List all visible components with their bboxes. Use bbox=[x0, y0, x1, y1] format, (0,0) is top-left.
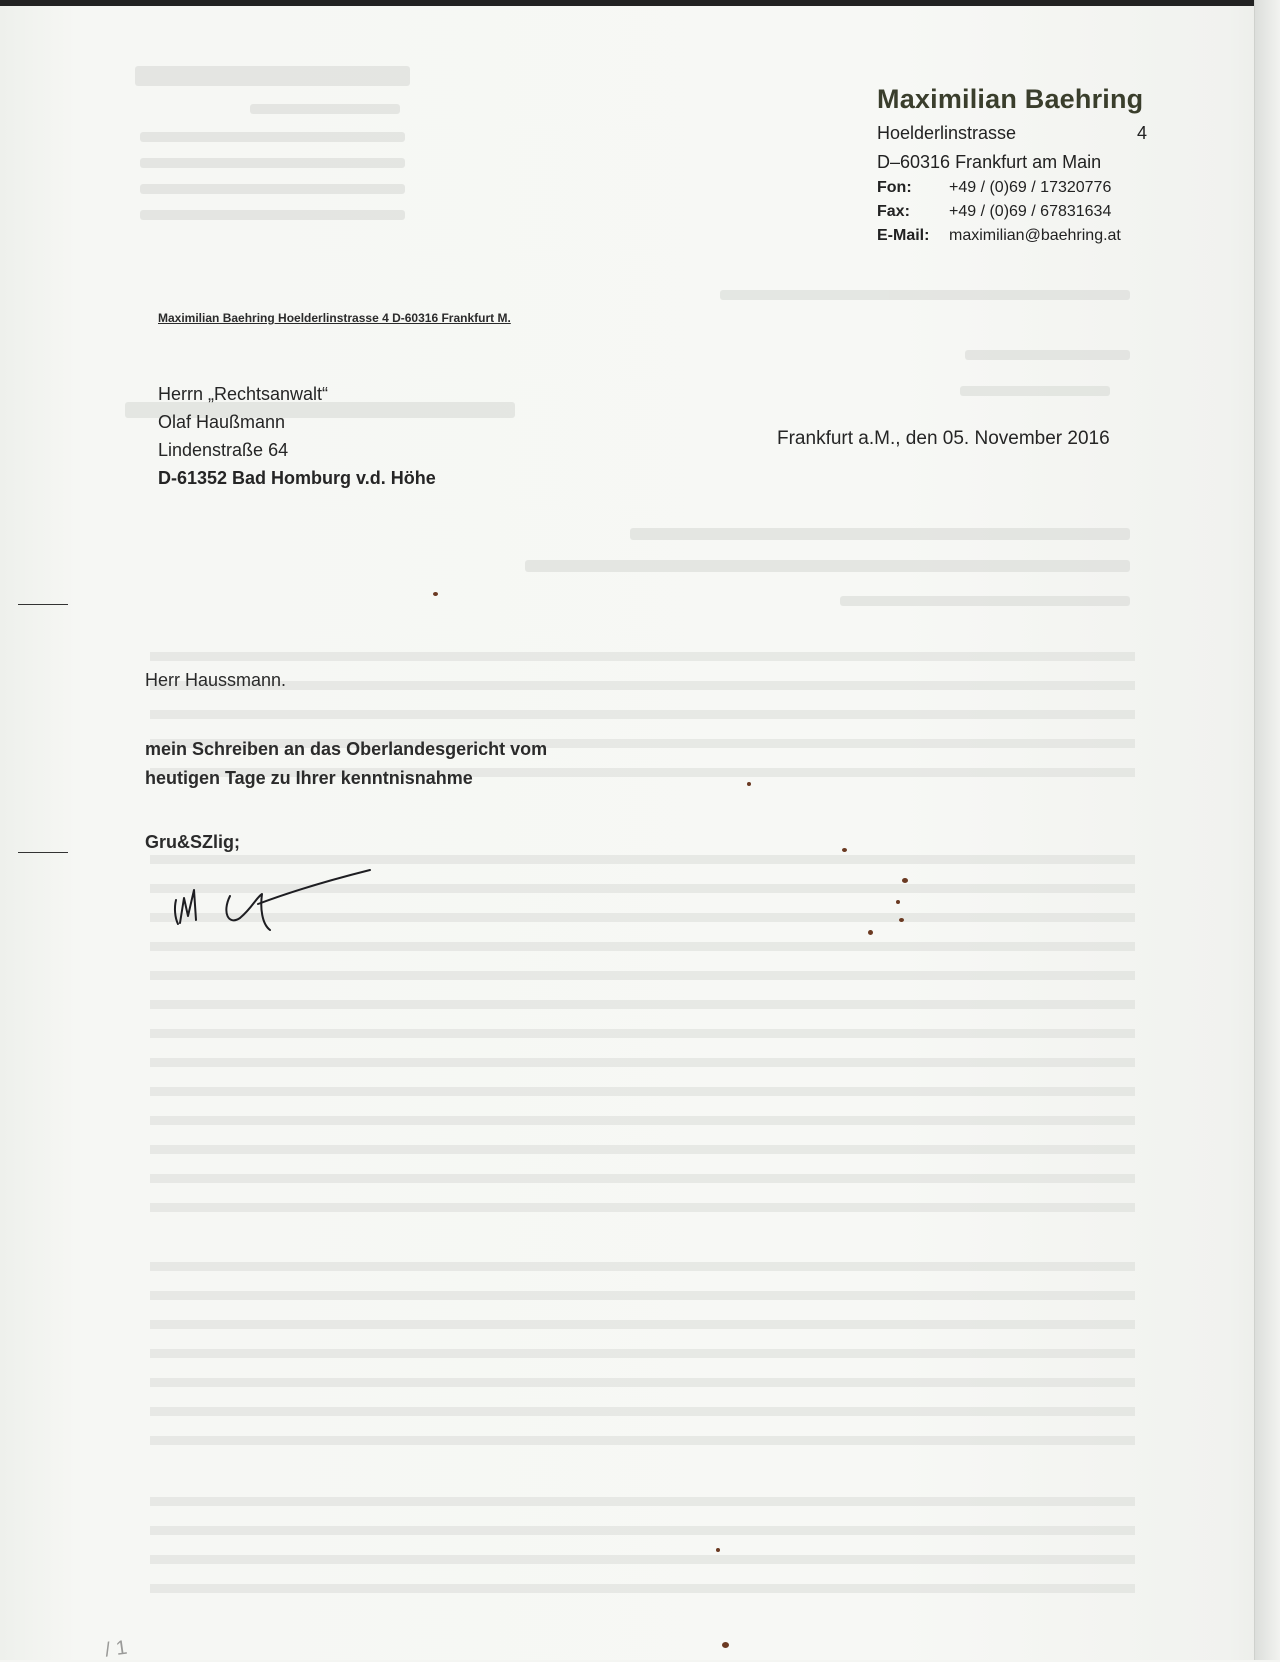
scan-speck bbox=[842, 848, 847, 852]
scan-speck bbox=[716, 1548, 720, 1552]
letter-closing: Gru&SZlig; bbox=[145, 832, 240, 852]
letter-body bbox=[145, 735, 547, 793]
phone-value: +49 / (0)69 / 17320776 bbox=[949, 179, 1112, 196]
scan-speck bbox=[747, 782, 751, 786]
sender-email bbox=[877, 227, 1147, 245]
recipient-salutation: Herrn „Rechtsanwalt“ bbox=[158, 384, 329, 404]
letter-greeting: Herr Haussmann. bbox=[145, 670, 287, 690]
sender-city: D–60316 Frankfurt am Main bbox=[877, 152, 1102, 172]
recipient-city: D-61352 Bad Homburg v.d. Höhe bbox=[158, 468, 436, 488]
recipient-address bbox=[158, 380, 436, 492]
letter-body-line-2: heutigen Tage zu Ihrer kenntnisnahme bbox=[145, 768, 473, 788]
letter-body-line-1: mein Schreiben an das Oberlandesgericht vom bbox=[145, 739, 548, 759]
sender-house-number: 4 bbox=[1136, 123, 1147, 143]
sender-street-line bbox=[877, 123, 1147, 144]
recipient-street: Lindenstraße 64 bbox=[158, 440, 289, 460]
fax-value: +49 / (0)69 / 67831634 bbox=[949, 203, 1112, 220]
scan-speck bbox=[433, 592, 438, 596]
sender-fax bbox=[877, 203, 1147, 221]
phone-label: Fon: bbox=[877, 179, 912, 196]
scan-speck bbox=[722, 1642, 729, 1648]
scan-speck bbox=[899, 918, 904, 922]
sender-name: Maximilian Baehring bbox=[877, 84, 1144, 114]
fold-mark-upper bbox=[18, 604, 68, 605]
handwritten-signature bbox=[170, 868, 410, 938]
scan-speck bbox=[896, 900, 900, 904]
sender-phone bbox=[877, 179, 1147, 197]
sender-street: Hoelderlinstrasse bbox=[877, 123, 1017, 143]
scan-speck bbox=[902, 878, 908, 883]
email-label: E-Mail: bbox=[877, 227, 930, 244]
sender-block bbox=[877, 84, 1147, 245]
recipient-name: Olaf Haußmann bbox=[158, 412, 286, 432]
fax-label: Fax: bbox=[877, 203, 910, 220]
letter-date: Frankfurt a.M., den 05. November 2016 bbox=[777, 428, 1110, 449]
fold-mark-lower bbox=[18, 852, 68, 853]
email-value: maximilian@baehring.at bbox=[949, 227, 1121, 244]
page-number-mark: / 1 bbox=[103, 1636, 129, 1662]
scan-speck bbox=[868, 930, 873, 935]
return-address-line: Maximilian Baehring Hoelderlinstrasse 4 D-60316 Frankfurt M. bbox=[158, 311, 511, 325]
